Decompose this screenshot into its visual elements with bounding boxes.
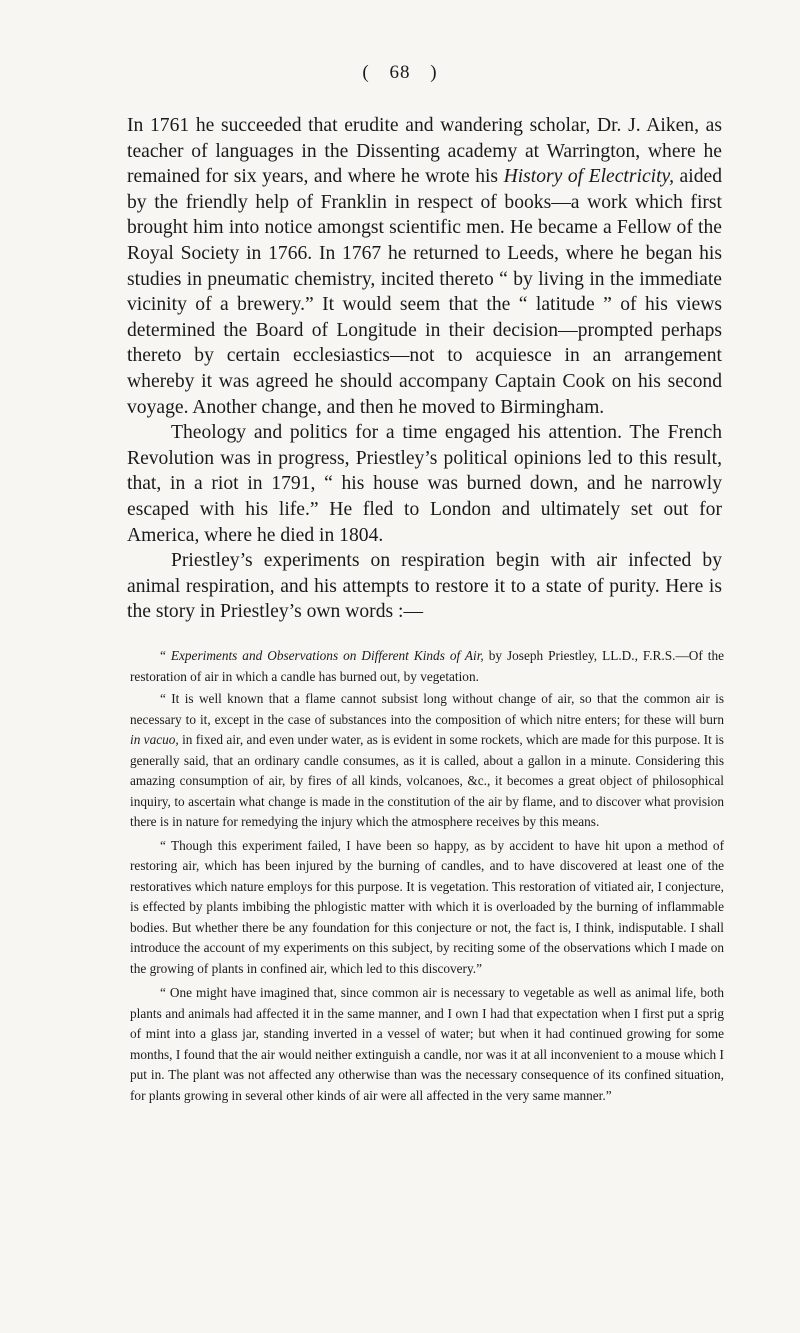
paragraph-text: aided by the friendly help of Franklin in respect of books—a work which first brought him into notice amongst scientific men. He became a Fellow of the Royal Society in 1766. In 1767 he returned to Leeds, where he began his studies in pneumatic chemistry, incited thereto “ by living in the immediate vicinity of a brewery.” It would seem that the “ latitude ” of his views determined the Board of Longitude in their decision—prompted perhaps thereto by certain ecclesiastics—not to acquiesce in an arrangement whereby it was agreed he should accompany Captain Cook on his second voyage. Another change, and then he moved to Birmingham. [127,166,722,418]
citation-open-quote: “ [160,648,171,663]
quotation-paragraph-mint: “ One might have imagined that, since common air is necessary to vegetable as well as animal life, both plants and animals had affected it in the same manner, and I own I had that expectation when I first put a sprig of mint into a glass jar, standing inverted in a vessel of water; but when it had continued growing for some months, I found that the air would neither extinguish a candle, nor was it at all inconvenient to a mouse which I put in. The plant was not affected any otherwise than was the necessary consequence of its confined situation, for plants growing in several other kinds of air were all affected in the very same manner.” [130,985,724,1103]
paragraph-theology-politics: Theology and politics for a time engaged his attention. The French Revolution was in progress, Priestley’s political opinions led to this result, that, in a riot in 1791, “ his house was burned down, and he narrowly escaped with his life.” He fled to London and ultimately set out for America, where he died in 1804. [127,422,722,546]
quotation-paragraph-vegetation: “ Though this experiment failed, I have been so happy, as by accident to have hit upon a method of restoring air, which has been injured by the burning of candles, and to have discovered at least one of the restoratives which nature employs for this purpose. It is vegetation. This restoration of vitiated air, I conjecture, is effected by plants imbibing the phlogistic matter with which it is overloaded by the burning of inflammable bodies. But whether there be any foundation for this conjecture or not, the fact is, I think, indisputable. I shall introduce the account of my experiments on this subject, by reciting some of the observations which I made on the growing of plants in confined air, which led to this discovery.” [130,837,724,976]
paragraph-text: In 1761 he succeeded that erudite and wandering scholar, Dr. J. Aiken, as teacher of languages in the Dissenting academy at Warrington, where he remained for six years, and where he wrote his [127,115,722,188]
latin-phrase-in-vacuo: in vacuo, [130,732,179,747]
priestley-quotation [130,646,724,1106]
paragraph-respiration-experiments: Priestley’s experiments on respiration begin with air infected by animal respiration, and his attempts to restore it to a state of purity. Here is the story in Priestley’s own words :— [127,550,722,623]
citation-work-title: Experiments and Observations on Different Kinds of Air, [170,648,484,663]
book-title-history-of-electricity: History of Electricity, [503,166,675,188]
quotation-paragraph-flame [130,689,724,833]
quotation-citation [130,646,724,687]
quotation-text: “ It is well known that a flame cannot subsist long without change of air, so that the common air is necessary to it, except in the case of substances into the composition of which nitre enters; for these will burn [130,691,724,727]
quotation-text: in fixed air, and even under water, as is evident in some rockets, which are made for this purpose. It is generally said, that an ordinary candle consumes, as it is called, about a gallon in a minute. Considering this amazing consumption of air, by fires of all kinds, volcanoes, &c., it becomes a great object of philosophical inquiry, to ascertain what change is made in the constitution of the air by flame, and to discover what provision there is in nature for remedying the injury which the atmosphere receives by this means. [130,732,724,829]
paragraph-aiken-warrington [127,113,722,420]
page-number: ( 68 ) [362,62,438,83]
main-text [127,113,722,625]
citation-text: by Joseph Priestley, LL.D., F.R.S.—Of the restoration of air in which a candle has burned out, by vegetation. [130,648,724,684]
